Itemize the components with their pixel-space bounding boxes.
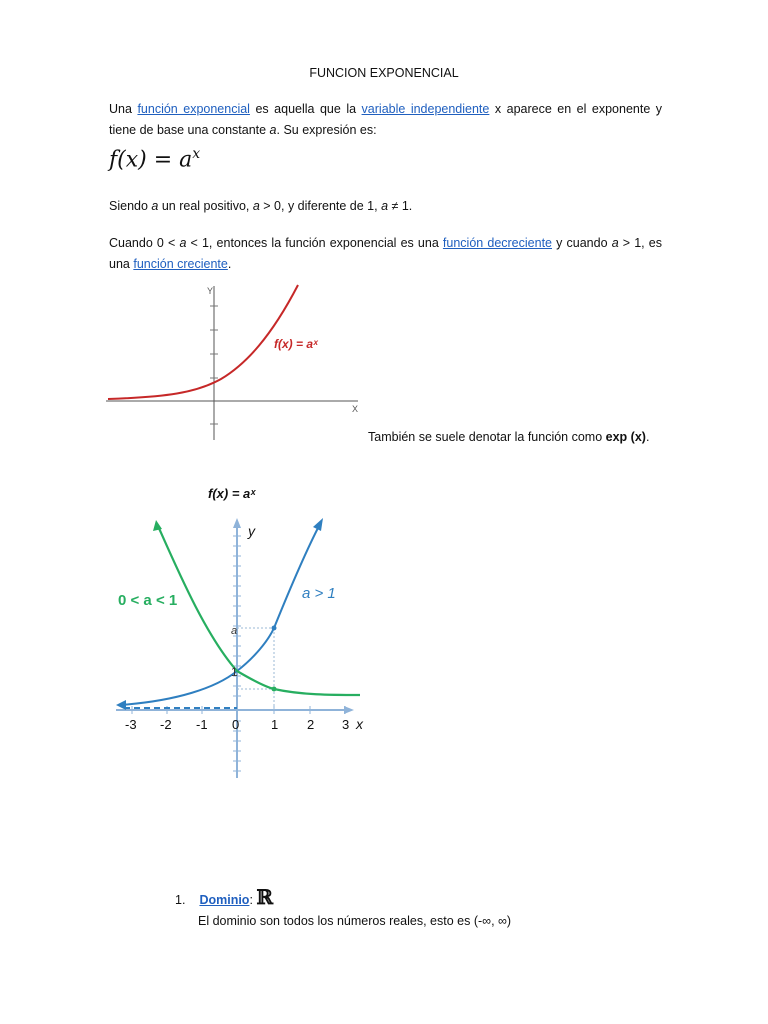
graph2-label-a: a	[231, 625, 238, 637]
list-number: 1.	[175, 893, 186, 907]
graph-exponential-comparison	[106, 476, 370, 782]
graph1-curve-label: f(x) = aˣ	[274, 337, 318, 351]
formula-exponential: $f(x) = a^x$	[109, 146, 201, 173]
link-dominio[interactable]: Dominio	[199, 893, 250, 907]
link-funcion-creciente[interactable]: función creciente	[133, 257, 228, 271]
graph2-x-label: x	[356, 716, 363, 732]
graph2-label-decreasing: 0 < a < 1	[118, 592, 178, 609]
graph-exponential-red	[106, 282, 368, 442]
graph2-label-one: 1	[231, 665, 238, 679]
x-tick-label: 3	[342, 717, 350, 732]
page-title: FUNCION EXPONENCIAL	[309, 66, 459, 80]
dominio-description: El dominio son todos los números reales, esto es (-∞, ∞)	[198, 914, 512, 928]
x-tick-label: 2	[307, 717, 315, 732]
x-tick-label: 0	[232, 717, 240, 732]
graph1-x-label: X	[352, 404, 359, 414]
x-tick-label: -1	[196, 717, 208, 732]
graph2-y-label: y	[248, 523, 255, 539]
x-tick-label: 1	[271, 717, 279, 732]
link-funcion-decreciente[interactable]: función decreciente	[442, 236, 552, 250]
link-variable-independiente[interactable]: variable independiente	[361, 102, 490, 116]
link-funcion-exponencial[interactable]: función exponencial	[137, 102, 250, 116]
paragraph-definition: Una función exponencial es aquella que la variable independiente x aparece en el exponente y tiene de base una constante a. Su expresión es:	[109, 102, 663, 137]
graph2-title: f(x) = aˣ	[208, 486, 256, 501]
x-tick-label: -3	[125, 717, 137, 732]
graph2-label-increasing: a > 1	[302, 585, 336, 602]
paragraph-condition: Siendo a un real positivo, a > 0, y diferente de 1, a ≠ 1.	[109, 199, 413, 213]
list-item-dominio: 1. Dominio: ℝ El dominio son todos los números reales, esto es (-∞, ∞)	[175, 887, 511, 932]
paragraph-cases: Cuando 0 < a < 1, entonces la función exponencial es una función decreciente y cuando a > 1, es una función creciente.	[109, 236, 662, 271]
graph2-curve-decreasing	[158, 526, 360, 695]
paragraph-exp-notation: También se suele denotar la función como exp (x).	[368, 430, 650, 444]
real-numbers-symbol: ℝ	[256, 885, 274, 909]
graph1-y-label: Y	[207, 286, 214, 296]
graph1-curve	[108, 285, 298, 399]
graph2-curve-increasing	[120, 524, 320, 705]
x-tick-label: -2	[160, 717, 172, 732]
